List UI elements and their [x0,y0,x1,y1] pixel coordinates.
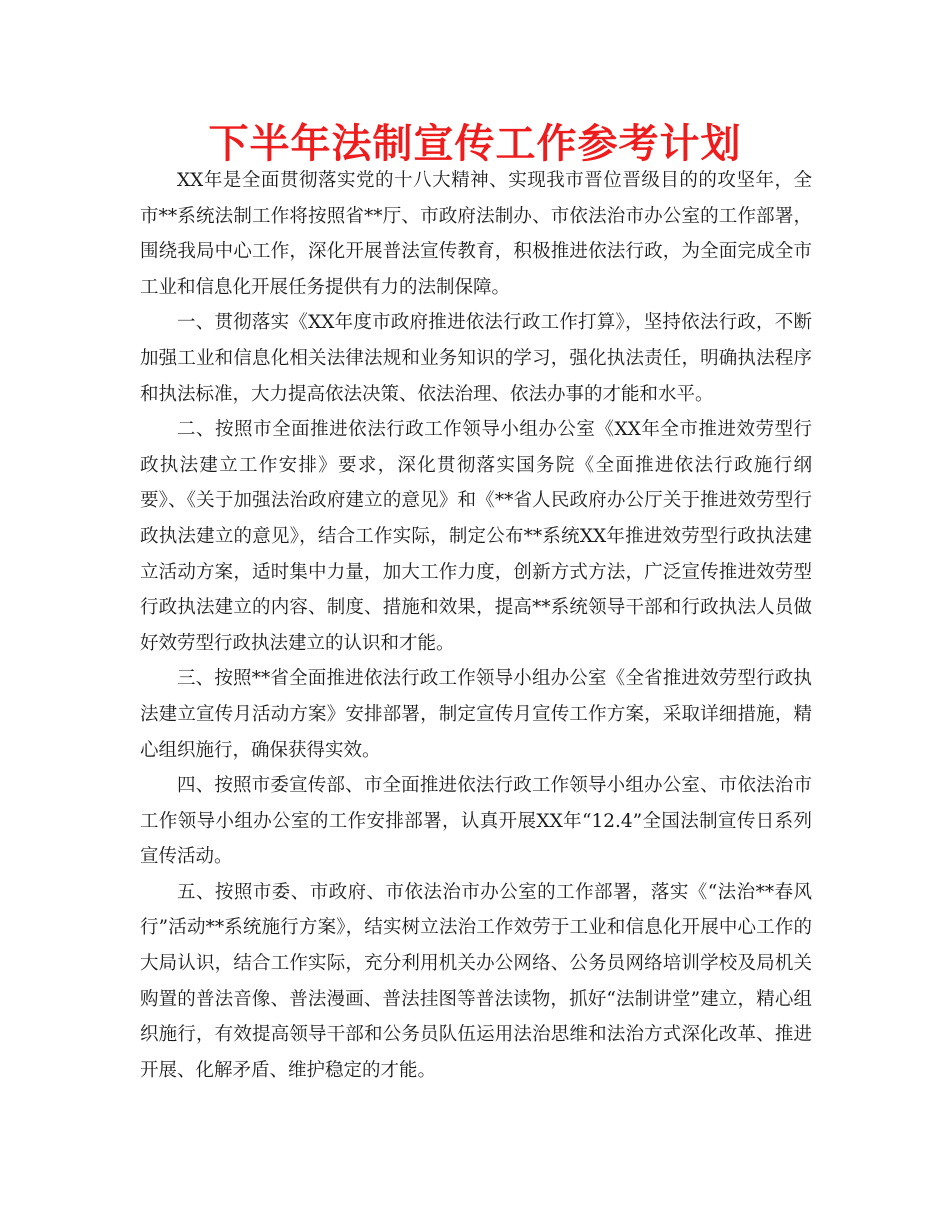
paragraph-item-5: 五、按照市委、市政府、市依法治市办公室的工作部署，落实《“法治**春风行”活动**系统施行方案》，结实树立法治工作效劳于工业和信息化开展中心工作的大局认识，结合工作实际，充分利用机关办公网络、公务员网络培训学校及局机关购置的普法音像、普法漫画、普法挂图等普法读物，抓好“法制讲堂”建立，精心组织施行，有效提高领导干部和公务员队伍运用法治思维和法治方式深化改革、推进开展、化解矛盾、维护稳定的才能。 [140,881,812,1081]
document-body [140,163,812,1088]
paragraph-item-3: 三、按照**省全面推进依法行政工作领导小组办公室《全省推进效劳型行政执法建立宣传月活动方案》安排部署，制定宣传月宣传工作方案，采取详细措施，精心组织施行，确保获得实效。 [140,668,812,761]
paragraph-item-4: 四、按照市委宣传部、市全面推进依法行政工作领导小组办公室、市依法治市工作领导小组办公室的工作安排部署，认真开展XX年“12.4”全国法制宣传日系列宣传活动。 [140,775,812,868]
document-title: 下半年法制宣传工作参考计划 [208,121,742,167]
paragraph-item-1: 一、贯彻落实《XX年度市政府推进依法行政工作打算》，坚持依法行政，不断加强工业和信息化相关法律法规和业务知识的学习，强化执法责任，明确执法程序和执法标准，大力提高依法决策、依法治理、依法办事的才能和水平。 [140,312,812,405]
paragraph-item-2: 二、按照市全面推进依法行政工作领导小组办公室《XX年全市推进效劳型行政执法建立工作安排》要求，深化贯彻落实国务院《全面推进依法行政施行纲要》、《关于加强法治政府建立的意见》和《**省人民政府办公厅关于推进效劳型行政执法建立的意见》，结合工作实际，制定公布**系统XX年推进效劳型行政执法建立活动方案，适时集中力量，加大工作力度，创新方式方法，广泛宣传推进效劳型行政执法建立的内容、制度、措施和效果，提高**系统领导干部和行政执法人员做好效劳型行政执法建立的认识和才能。 [140,419,812,654]
paragraph-intro: XX年是全面贯彻落实党的十八大精神、实现我市晋位晋级目的的攻坚年，全市**系统法制工作将按照省**厅、市政府法制办、市依法治市办公室的工作部署，围绕我局中心工作，深化开展普法宣传教育，积极推进依法行政，为全面完成全市工业和信息化开展任务提供有力的法制保障。 [140,170,812,298]
